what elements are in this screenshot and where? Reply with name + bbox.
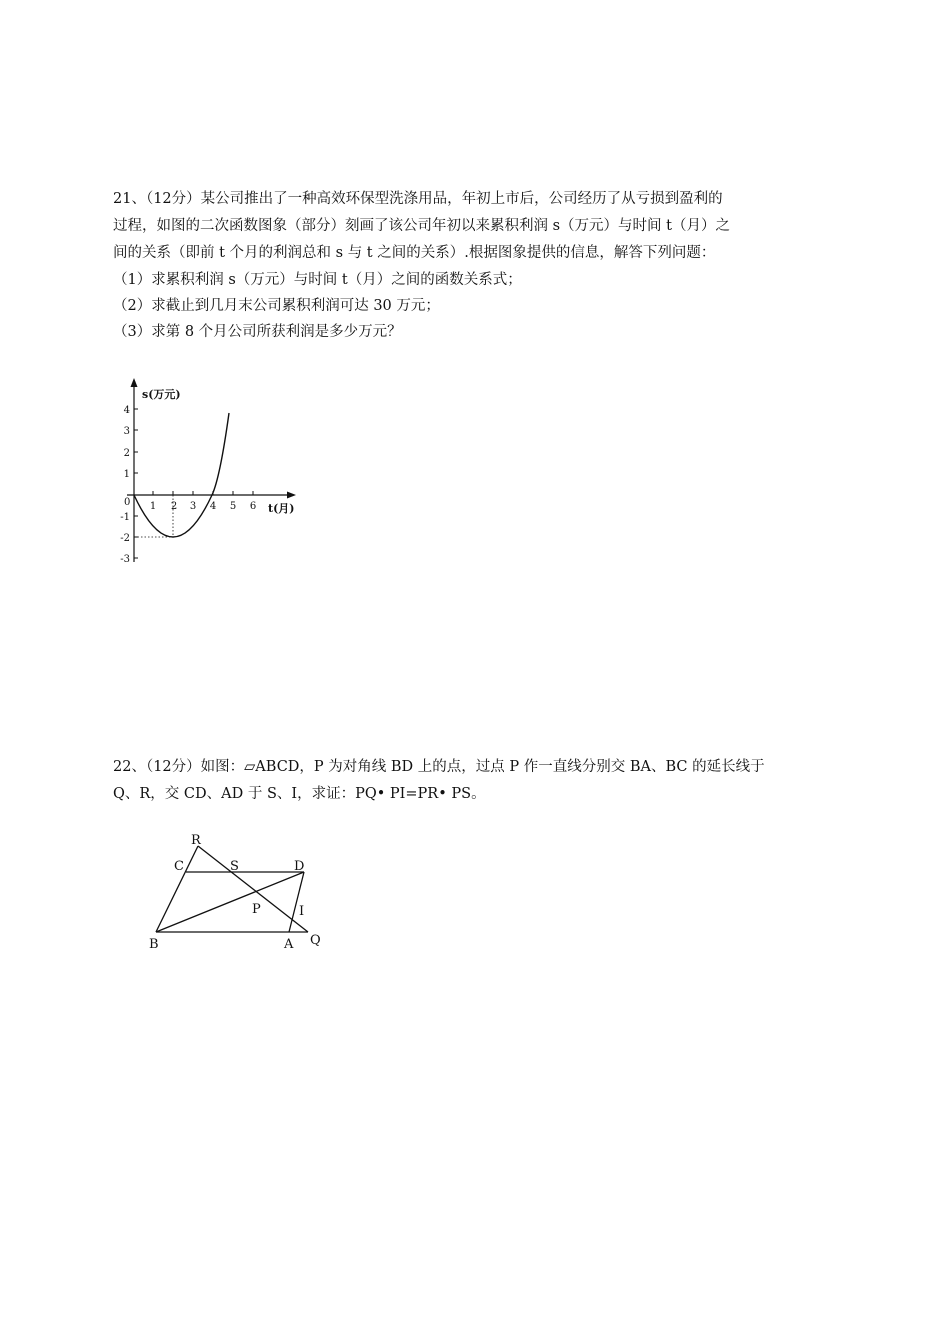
x-axis-arrow bbox=[287, 492, 296, 499]
y-tick-label: 2 bbox=[123, 448, 130, 459]
y-tick-label: 4 bbox=[123, 405, 130, 416]
label-A: A bbox=[284, 937, 294, 952]
q21-subquestion-3: （3）求第 8 个月公司所获利润是多少万元？ bbox=[113, 324, 402, 340]
label-D: D bbox=[294, 859, 305, 874]
line-RQ bbox=[198, 846, 308, 932]
q21-line: 过程，如图的二次函数图象（部分）刻画了该公司年初以来累积利润 s（万元）与时间 t（月）之 bbox=[113, 218, 730, 234]
x-tick-label: 2 bbox=[170, 501, 178, 512]
label-Q: Q bbox=[310, 933, 321, 948]
q21-parabola-graph bbox=[112, 372, 307, 572]
label-B: B bbox=[149, 937, 159, 952]
label-P: P bbox=[252, 902, 261, 917]
parabola-curve bbox=[134, 413, 229, 537]
label-C: C bbox=[174, 859, 184, 874]
x-tick-label: 3 bbox=[189, 501, 197, 512]
q22-line: Q、R，交 CD、AD 于 S、I，求证：PQ• PI=PR• PS。 bbox=[113, 786, 486, 802]
y-axis-arrow bbox=[131, 378, 138, 387]
x-axis-label: t(月) bbox=[268, 502, 295, 515]
y-axis-label: s(万元) bbox=[142, 388, 181, 401]
y-tick-label: -1 bbox=[120, 512, 130, 523]
y-tick-label: -2 bbox=[120, 533, 130, 544]
y-tick-label: -3 bbox=[120, 554, 130, 565]
q21-subquestion-2: （2）求截止到几月末公司累积利润可达 30 万元； bbox=[113, 298, 440, 314]
q21-subquestion-1: （1）求累积利润 s（万元）与时间 t（月）之间的函数关系式； bbox=[113, 272, 522, 288]
q22-parallelogram-figure bbox=[138, 830, 338, 960]
question-22 bbox=[113, 754, 843, 808]
q21-line: 间的关系（即前 t 个月的利润总和 s 与 t 之间的关系）.根据图象提供的信息，解答下列问题： bbox=[113, 245, 716, 261]
q22-line: 22、（12分）如图：▱ABCD，P 为对角线 BD 上的点，过点 P 作一直线分别交 BA、BC 的延长线于 bbox=[113, 759, 765, 775]
diagonal-BD bbox=[156, 872, 304, 932]
x-tick-label: 1 bbox=[149, 501, 157, 512]
x-tick-label: 5 bbox=[229, 501, 237, 512]
x-tick-label: 4 bbox=[209, 501, 217, 512]
q21-line: 21、（12分）某公司推出了一种高效环保型洗涤用品，年初上市后，公司经历了从亏损到盈利的 bbox=[113, 191, 723, 207]
label-I: I bbox=[299, 904, 305, 919]
label-R: R bbox=[191, 833, 201, 848]
y-tick-label: 3 bbox=[123, 426, 130, 437]
question-21 bbox=[113, 186, 843, 345]
origin-label: 0 bbox=[124, 497, 131, 508]
label-S: S bbox=[230, 859, 239, 874]
x-tick-label: 6 bbox=[249, 501, 257, 512]
y-tick-label: 1 bbox=[123, 469, 130, 480]
